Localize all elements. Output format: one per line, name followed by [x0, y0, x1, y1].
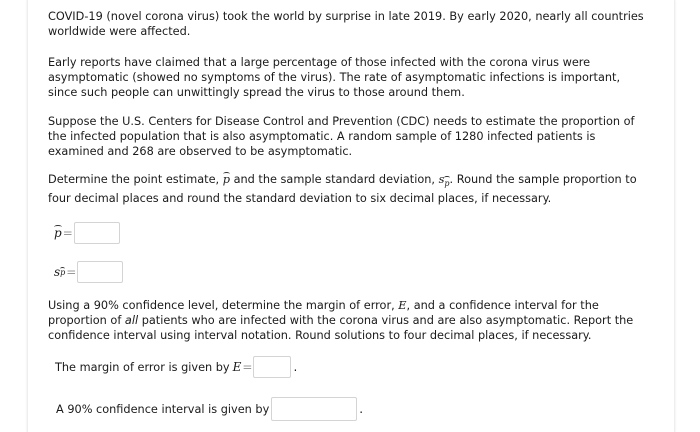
margin-answer-row — [55, 356, 297, 378]
ci-answer-row — [56, 397, 363, 421]
part2-text-after: patients who are infected with the corona virus and are also asymptomatic. Report the confidence interval using interval notation. Round solutions to four decimal places, if necessary. — [48, 313, 634, 342]
ci-answer-input[interactable] — [271, 397, 357, 421]
part1-text-middle: and the sample standard deviation, — [229, 173, 439, 186]
part2-text-before: Using a 90% confidence level, determine the margin of error, — [48, 299, 399, 312]
sd-answer-symbol: s — [54, 265, 61, 279]
phat-answer-row — [54, 222, 120, 244]
sd-answer-row — [54, 261, 123, 283]
ci-label: A 90% confidence interval is given by — [56, 402, 270, 416]
part1-text-after: . Round the sample proportion to four decimal places and round the standard deviation to six decimal places, if necessary. — [48, 173, 637, 205]
scenario-paragraph: Suppose the U.S. Centers for Disease Control and Prevention (CDC) needs to estimate the proportion of the infected population that is also asymptomatic. A random sample of 1280 infected patients is examined and 268 are observed to be asymptomatic. — [48, 115, 635, 158]
margin-answer-input[interactable] — [253, 356, 291, 378]
part2-instructions — [48, 299, 648, 343]
intro-paragraph: COVID-19 (novel corona virus) took the world by surprise in late 2019. By early 2020, nearly all countries worldwide were affected. — [48, 10, 644, 38]
margin-label: The margin of error is given by — [55, 360, 230, 374]
part1-instructions — [48, 173, 648, 207]
margin-symbol-inline: E — [398, 299, 407, 312]
equals-sign: = — [242, 360, 253, 374]
part1-text-before: Determine the point estimate, — [48, 173, 223, 186]
phat-symbol: p — [222, 173, 230, 186]
phat-answer-input[interactable] — [74, 222, 120, 244]
sd-subscript: p — [444, 177, 449, 192]
part2-text-middle: , and a confidence interval for the proportion of — [48, 299, 599, 327]
margin-symbol: E — [232, 360, 242, 374]
part2-all-emphasis: all — [124, 313, 139, 327]
equals-sign: = — [66, 265, 77, 279]
phat-answer-symbol: p — [54, 226, 62, 240]
ci-trailing-period: . — [359, 402, 364, 416]
sd-answer-input[interactable] — [77, 261, 123, 283]
sd-answer-subscript: p — [60, 267, 66, 277]
equals-sign: = — [62, 226, 73, 240]
margin-trailing-period: . — [293, 360, 298, 374]
sd-symbol: s — [438, 173, 445, 186]
reports-paragraph: Early reports have claimed that a large percentage of those infected with the corona virus were asymptomatic (showed no symptoms of the virus). The rate of asymptomatic infections is important, since such people can unwittingly spread the virus to those around them. — [48, 56, 621, 99]
